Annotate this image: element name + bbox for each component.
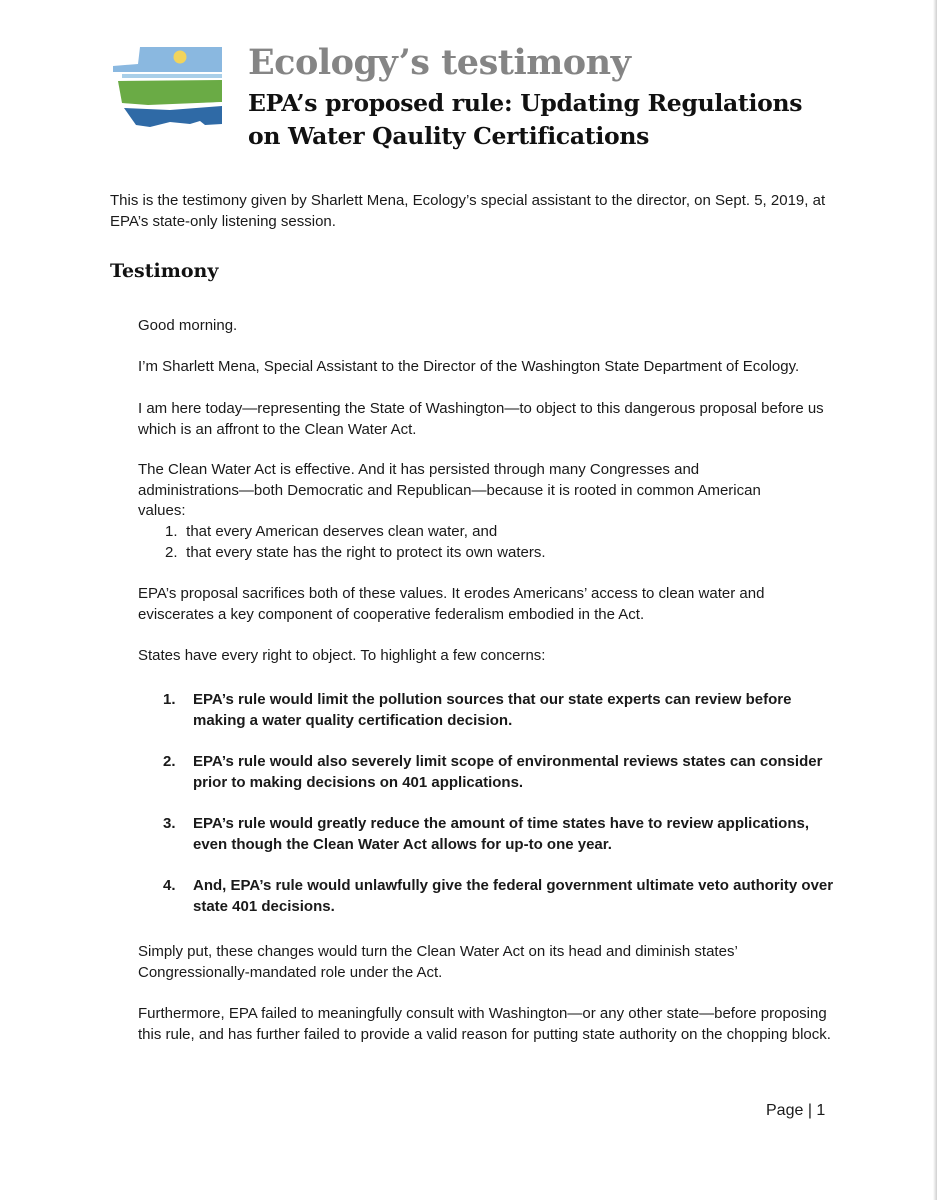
paragraph-clean-water-act: The Clean Water Act is effective. And it has persisted through many Congresses and administrations—both Democratic and Republican—because it is rooted in common American values: bbox=[138, 461, 761, 519]
concern-item: 1. EPA’s rule would limit the pollution sources that our state experts can review before making a water quality certification decision. bbox=[163, 691, 792, 729]
values-list bbox=[165, 522, 546, 563]
paragraph-furthermore: Furthermore, EPA failed to meaningfully consult with Washington—or any other state—before proposing this rule, and has further failed to provide a valid reason for putting state authority on the chopping block. bbox=[138, 1005, 831, 1043]
concern-item: 3. EPA’s rule would greatly reduce the amount of time states have to review applications, even though the Clean Water Act allows for up-to one year. bbox=[163, 815, 809, 853]
page-number: Page | 1 bbox=[766, 1102, 826, 1119]
concern-item: 4. And, EPA’s rule would unlawfully give the federal government ultimate veto authority over state 401 decisions. bbox=[163, 877, 834, 915]
paragraph-greeting: Good morning. bbox=[138, 317, 238, 334]
paragraph-proposal-sacrifices: EPA’s proposal sacrifices both of these values. It erodes Americans’ access to clean water and eviscerates a key component of cooperative federalism embodied in the Act. bbox=[138, 585, 765, 623]
section-heading: Testimony bbox=[110, 260, 219, 282]
subtitle-line-2: on Water Qaulity Certifications bbox=[248, 122, 650, 150]
ecology-logo-icon bbox=[110, 44, 225, 128]
document-subtitle bbox=[248, 87, 888, 153]
concern-item: 2. EPA’s rule would also severely limit scope of environmental reviews states can consider prior to making decisions on 401 applications. bbox=[163, 753, 823, 791]
paragraph-states-object: States have every right to object. To highlight a few concerns: bbox=[138, 647, 546, 664]
paragraph-objection: I am here today—representing the State of Washington—to object to this dangerous proposal before us which is an affront to the Clean Water Act. bbox=[138, 400, 824, 438]
intro-paragraph: This is the testimony given by Sharlett Mena, Ecology’s special assistant to the director, on Sept. 5, 2019, at EPA’s state-only listening session. bbox=[110, 192, 826, 230]
paragraph-simply-put: Simply put, these changes would turn the Clean Water Act on its head and diminish states’ Congressionally-mandated role under the Act. bbox=[138, 943, 738, 981]
paragraph-introduction: I’m Sharlett Mena, Special Assistant to the Director of the Washington State Department of Ecology. bbox=[138, 358, 800, 375]
document-title: Ecology’s testimony bbox=[248, 42, 631, 83]
page-edge bbox=[933, 0, 937, 1200]
list-item: 2. that every state has the right to protect its own waters. bbox=[165, 543, 546, 561]
subtitle-line-1: EPA’s proposed rule: Updating Regulations bbox=[248, 89, 803, 117]
list-item: 1. that every American deserves clean water, and bbox=[165, 523, 498, 540]
